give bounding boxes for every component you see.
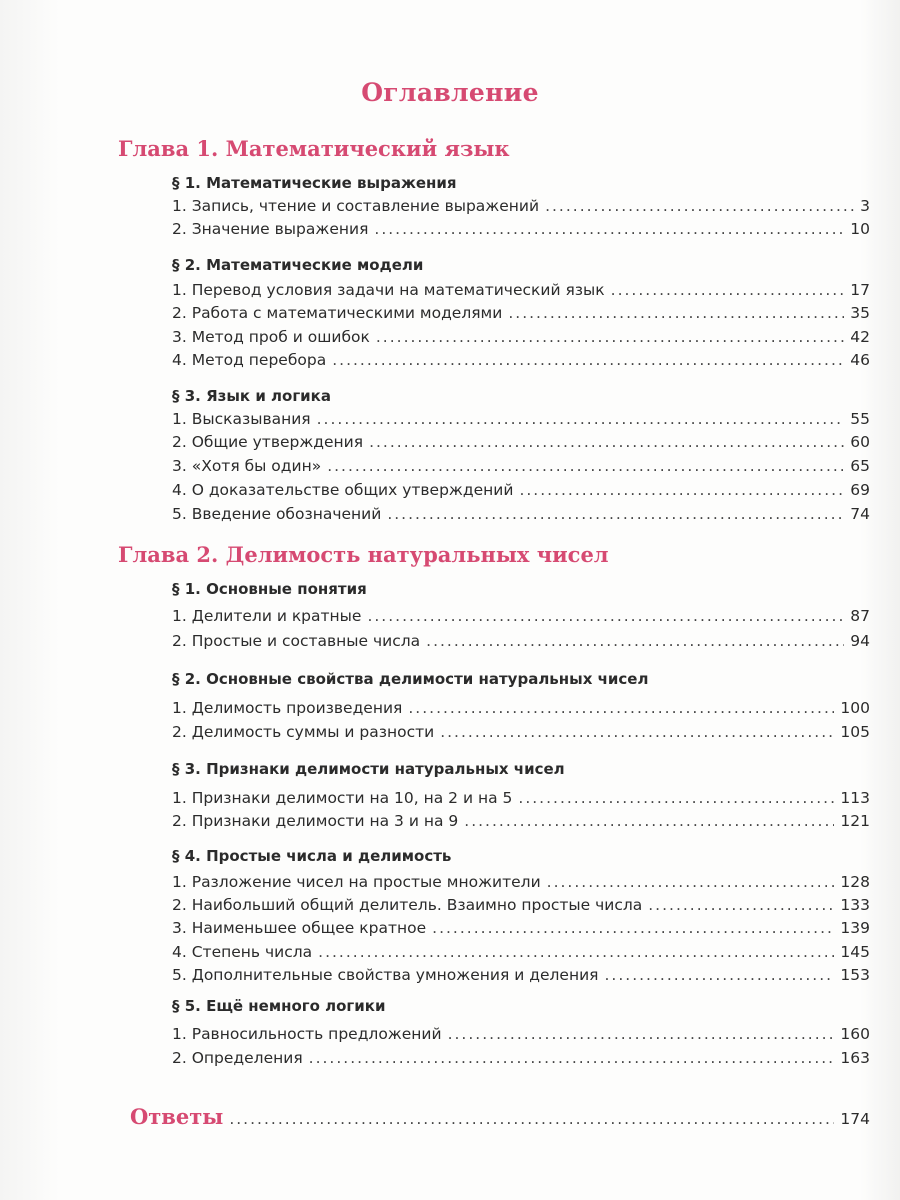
dot-leader: [464, 812, 834, 830]
toc-entry-page: 139: [840, 919, 870, 937]
chapter-2-title: Глава 2. Делимость натуральных чисел: [118, 542, 609, 567]
toc-entry-page: 133: [840, 896, 870, 914]
toc-entry-page: 153: [840, 966, 870, 984]
dot-leader: [387, 505, 844, 523]
toc-entry-label: 2. Делимость суммы и разности: [172, 723, 435, 741]
section-title: § 1. Математические выражения: [172, 174, 457, 192]
toc-entry[interactable]: [172, 723, 870, 745]
toc-entry[interactable]: [172, 607, 870, 629]
toc-entry-page: 100: [840, 699, 870, 717]
toc-entry-page: 163: [840, 1049, 870, 1067]
dot-leader: [604, 966, 834, 984]
toc-entry-label: 1. Делимость произведения: [172, 699, 403, 717]
toc-entry-label: 1. Запись, чтение и составление выражений: [172, 197, 540, 215]
toc-entry[interactable]: [172, 943, 870, 965]
toc-entry-label: 2. Наибольший общий делитель. Взаимно простые числа: [172, 896, 643, 914]
dot-leader: [367, 607, 844, 625]
toc-entry[interactable]: [172, 481, 870, 503]
dot-leader: [229, 1110, 834, 1128]
toc-entry-label: 2. Определения: [172, 1049, 303, 1067]
toc-entry-label: 1. Равносильность предложений: [172, 1025, 442, 1043]
toc-entry-label: 3. Наименьшее общее кратное: [172, 919, 427, 937]
dot-leader: [519, 481, 844, 499]
toc-entry-label: 2. Простые и составные числа: [172, 632, 421, 650]
toc-entry-page: 145: [840, 943, 870, 961]
toc-entry-page: 42: [850, 328, 870, 346]
toc-entry[interactable]: [172, 457, 870, 479]
toc-entry-label: 4. О доказательстве общих утверждений: [172, 481, 514, 499]
answers-label: Ответы: [130, 1104, 224, 1129]
dot-leader: [432, 919, 834, 937]
toc-entry-label: 1. Перевод условия задачи на математический язык: [172, 281, 605, 299]
section-title: § 4. Простые числа и делимость: [172, 847, 452, 865]
toc-entry-page: 113: [840, 789, 870, 807]
toc-entry-label: 1. Высказывания: [172, 410, 311, 428]
dot-leader: [369, 433, 844, 451]
dot-leader: [318, 943, 834, 961]
dot-leader: [611, 281, 845, 299]
toc-entry[interactable]: [172, 505, 870, 527]
toc-entry-page: 46: [850, 351, 870, 369]
toc-entry[interactable]: [172, 632, 870, 654]
toc-entry-page: 121: [840, 812, 870, 830]
toc-entry-page: 94: [850, 632, 870, 650]
toc-entry-page: 17: [850, 281, 870, 299]
toc-entry[interactable]: [172, 281, 870, 303]
toc-entry-label: 2. Работа с математическими моделями: [172, 304, 503, 322]
toc-entry-page: 10: [850, 220, 870, 238]
toc-entry-label: 1. Признаки делимости на 10, на 2 и на 5: [172, 789, 513, 807]
toc-entry-label: 2. Значение выражения: [172, 220, 369, 238]
section-title: § 2. Основные свойства делимости натуральных чисел: [172, 670, 649, 688]
toc-entry[interactable]: [172, 410, 870, 432]
dot-leader: [545, 197, 854, 215]
toc-entry-page: 128: [840, 873, 870, 891]
toc-entry[interactable]: [172, 351, 870, 373]
toc-entry[interactable]: [172, 1025, 870, 1047]
dot-leader: [374, 220, 844, 238]
dot-leader: [426, 632, 844, 650]
dot-leader: [317, 410, 845, 428]
toc-entry-page: 55: [850, 410, 870, 428]
section-5-title: § 5. Ещё немного логики: [172, 997, 386, 1015]
dot-leader: [327, 457, 844, 475]
toc-entry-page: 74: [850, 505, 870, 523]
toc-entry-label: 5. Введение обозначений: [172, 505, 382, 523]
toc-entry[interactable]: [172, 789, 870, 811]
toc-entry[interactable]: [172, 1049, 870, 1071]
chapter-1-title: Глава 1. Математический язык: [118, 136, 510, 161]
dot-leader: [440, 723, 834, 741]
page-title: Оглавление: [361, 78, 539, 107]
dot-leader: [547, 873, 835, 891]
dot-leader: [309, 1049, 835, 1067]
dot-leader: [518, 789, 834, 807]
toc-entry[interactable]: [172, 220, 870, 242]
toc-entry[interactable]: [172, 896, 870, 918]
toc-entry-label: 2. Признаки делимости на 3 и на 9: [172, 812, 459, 830]
toc-entry-label: 1. Разложение чисел на простые множители: [172, 873, 541, 891]
toc-entry-page: 60: [850, 433, 870, 451]
section-title: § 1. Основные понятия: [172, 580, 367, 598]
toc-entry[interactable]: [172, 873, 870, 895]
toc-entry[interactable]: [172, 304, 870, 326]
toc-entry-answers[interactable]: [130, 1104, 870, 1132]
dot-leader: [648, 896, 834, 914]
toc-entry-page: 105: [840, 723, 870, 741]
toc-entry-page: 160: [840, 1025, 870, 1043]
toc-entry-page: 87: [850, 607, 870, 625]
section-title: § 3. Язык и логика: [172, 387, 331, 405]
toc-entry-label: 3. «Хотя бы один»: [172, 457, 322, 475]
toc-entry[interactable]: [172, 699, 870, 721]
dot-leader: [448, 1025, 835, 1043]
toc-entry[interactable]: [172, 328, 870, 350]
dot-leader: [508, 304, 844, 322]
toc-entry-label: 5. Дополнительные свойства умножения и деления: [172, 966, 599, 984]
toc-entry-label: 4. Метод перебора: [172, 351, 327, 369]
toc-entry[interactable]: [172, 197, 870, 219]
toc-entry-page: 3: [860, 197, 870, 215]
dot-leader: [332, 351, 844, 369]
section-title: § 3. Признаки делимости натуральных чисел: [172, 760, 565, 778]
dot-leader: [408, 699, 834, 717]
toc-entry-page: 69: [850, 481, 870, 499]
answers-page: 174: [840, 1110, 870, 1128]
section-title: § 2. Математические модели: [172, 256, 424, 274]
toc-entry[interactable]: [172, 919, 870, 941]
toc-entry-label: 2. Общие утверждения: [172, 433, 364, 451]
toc-entry-label: 1. Делители и кратные: [172, 607, 362, 625]
toc-entry-page: 35: [850, 304, 870, 322]
toc-entry[interactable]: [172, 433, 870, 455]
toc-entry-page: 65: [850, 457, 870, 475]
dot-leader: [376, 328, 844, 346]
toc-entry-label: 4. Степень числа: [172, 943, 313, 961]
toc-entry-label: 3. Метод проб и ошибок: [172, 328, 370, 346]
toc-entry[interactable]: [172, 966, 870, 988]
toc-entry[interactable]: [172, 812, 870, 834]
